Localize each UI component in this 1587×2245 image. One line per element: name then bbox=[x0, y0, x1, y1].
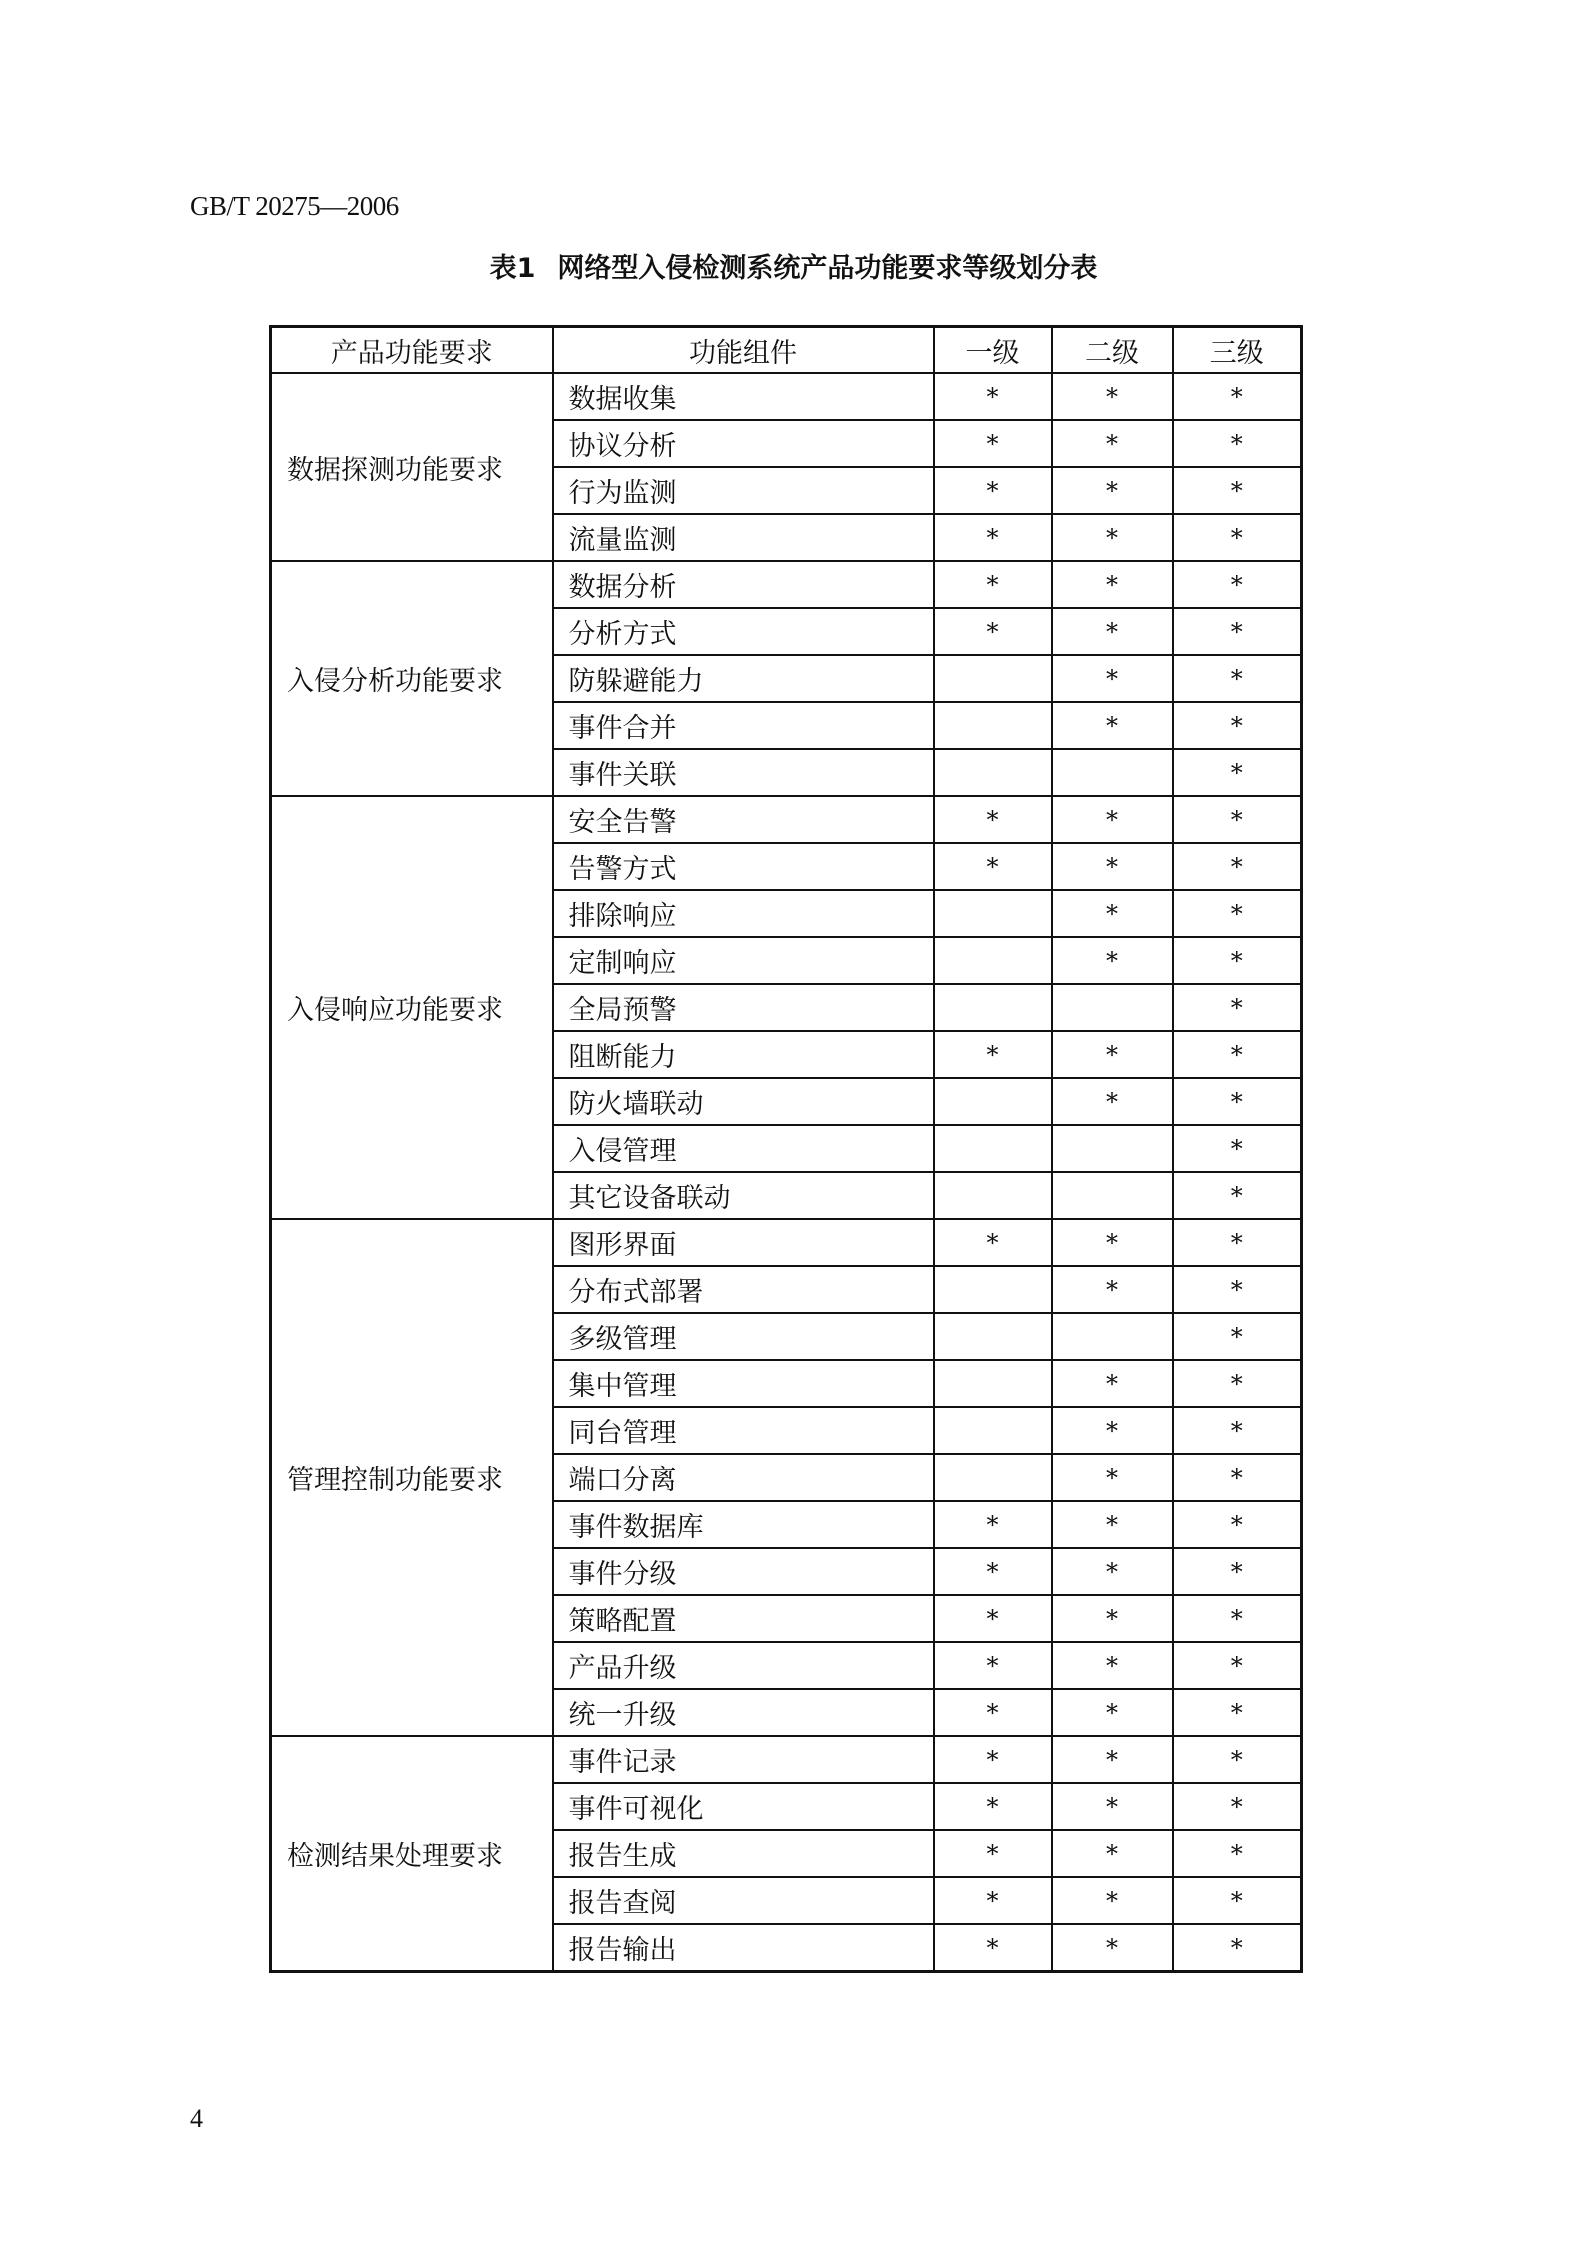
level-1-cell bbox=[934, 1266, 1052, 1313]
level-1-cell bbox=[934, 1454, 1052, 1501]
level-2-cell: * bbox=[1052, 1266, 1173, 1313]
component-cell: 告警方式 bbox=[553, 843, 934, 890]
requirement-group-cell: 入侵分析功能要求 bbox=[271, 561, 553, 796]
level-3-cell: * bbox=[1173, 1877, 1302, 1924]
column-header-level-2: 二级 bbox=[1052, 327, 1173, 374]
level-1-cell: * bbox=[934, 1548, 1052, 1595]
level-2-cell: * bbox=[1052, 1407, 1173, 1454]
level-1-cell bbox=[934, 984, 1052, 1031]
table-caption bbox=[0, 246, 1587, 285]
level-2-cell: * bbox=[1052, 890, 1173, 937]
level-2-cell: * bbox=[1052, 467, 1173, 514]
level-1-cell: * bbox=[934, 514, 1052, 561]
component-cell: 多级管理 bbox=[553, 1313, 934, 1360]
component-cell: 排除响应 bbox=[553, 890, 934, 937]
level-1-cell: * bbox=[934, 1877, 1052, 1924]
level-1-cell bbox=[934, 890, 1052, 937]
page-number: 4 bbox=[190, 2104, 203, 2133]
level-2-cell: * bbox=[1052, 937, 1173, 984]
level-1-cell: * bbox=[934, 608, 1052, 655]
level-2-cell: * bbox=[1052, 1924, 1173, 1972]
level-2-cell: * bbox=[1052, 1454, 1173, 1501]
requirement-group-cell: 入侵响应功能要求 bbox=[271, 796, 553, 1219]
level-1-cell bbox=[934, 702, 1052, 749]
level-1-cell bbox=[934, 1125, 1052, 1172]
level-3-cell: * bbox=[1173, 984, 1302, 1031]
level-1-cell: * bbox=[934, 420, 1052, 467]
component-cell: 入侵管理 bbox=[553, 1125, 934, 1172]
table-body bbox=[271, 373, 1302, 1972]
component-cell: 事件合并 bbox=[553, 702, 934, 749]
component-cell: 流量监测 bbox=[553, 514, 934, 561]
level-3-cell: * bbox=[1173, 1501, 1302, 1548]
level-2-cell: * bbox=[1052, 1219, 1173, 1266]
level-1-cell: * bbox=[934, 1736, 1052, 1783]
level-3-cell: * bbox=[1173, 1078, 1302, 1125]
level-2-cell: * bbox=[1052, 1078, 1173, 1125]
level-2-cell: * bbox=[1052, 1736, 1173, 1783]
level-1-cell: * bbox=[934, 561, 1052, 608]
level-3-cell: * bbox=[1173, 1595, 1302, 1642]
level-1-cell: * bbox=[934, 1031, 1052, 1078]
level-2-cell: * bbox=[1052, 561, 1173, 608]
level-3-cell: * bbox=[1173, 1172, 1302, 1219]
table-number: 表1 bbox=[489, 253, 536, 284]
requirement-group-cell: 数据探测功能要求 bbox=[271, 373, 553, 561]
level-1-cell: * bbox=[934, 1642, 1052, 1689]
column-header-level-1: 一级 bbox=[934, 327, 1052, 374]
level-2-cell bbox=[1052, 749, 1173, 796]
level-1-cell: * bbox=[934, 1219, 1052, 1266]
level-3-cell: * bbox=[1173, 608, 1302, 655]
level-3-cell: * bbox=[1173, 1548, 1302, 1595]
component-cell: 防火墙联动 bbox=[553, 1078, 934, 1125]
level-3-cell: * bbox=[1173, 1313, 1302, 1360]
component-cell: 协议分析 bbox=[553, 420, 934, 467]
level-3-cell: * bbox=[1173, 1924, 1302, 1972]
level-2-cell: * bbox=[1052, 514, 1173, 561]
level-2-cell: * bbox=[1052, 1595, 1173, 1642]
component-cell: 事件记录 bbox=[553, 1736, 934, 1783]
component-cell: 数据收集 bbox=[553, 373, 934, 420]
level-2-cell bbox=[1052, 984, 1173, 1031]
level-3-cell: * bbox=[1173, 1125, 1302, 1172]
level-1-cell bbox=[934, 1172, 1052, 1219]
component-cell: 事件分级 bbox=[553, 1548, 934, 1595]
level-3-cell: * bbox=[1173, 1642, 1302, 1689]
level-2-cell: * bbox=[1052, 796, 1173, 843]
level-3-cell: * bbox=[1173, 890, 1302, 937]
component-cell: 集中管理 bbox=[553, 1360, 934, 1407]
level-1-cell bbox=[934, 655, 1052, 702]
level-2-cell: * bbox=[1052, 655, 1173, 702]
component-cell: 产品升级 bbox=[553, 1642, 934, 1689]
level-2-cell: * bbox=[1052, 1031, 1173, 1078]
level-1-cell: * bbox=[934, 1689, 1052, 1736]
level-3-cell: * bbox=[1173, 702, 1302, 749]
component-cell: 定制响应 bbox=[553, 937, 934, 984]
level-3-cell: * bbox=[1173, 655, 1302, 702]
level-3-cell: * bbox=[1173, 796, 1302, 843]
level-2-cell: * bbox=[1052, 608, 1173, 655]
table-row bbox=[271, 561, 1302, 608]
level-1-cell: * bbox=[934, 1595, 1052, 1642]
level-1-cell: * bbox=[934, 796, 1052, 843]
level-2-cell: * bbox=[1052, 1548, 1173, 1595]
table-row bbox=[271, 1736, 1302, 1783]
level-1-cell bbox=[934, 1313, 1052, 1360]
component-cell: 防躲避能力 bbox=[553, 655, 934, 702]
level-3-cell: * bbox=[1173, 1689, 1302, 1736]
component-cell: 分析方式 bbox=[553, 608, 934, 655]
level-3-cell: * bbox=[1173, 1360, 1302, 1407]
level-3-cell: * bbox=[1173, 373, 1302, 420]
level-3-cell: * bbox=[1173, 749, 1302, 796]
level-1-cell bbox=[934, 749, 1052, 796]
table-row bbox=[271, 373, 1302, 420]
level-3-cell: * bbox=[1173, 937, 1302, 984]
component-cell: 同台管理 bbox=[553, 1407, 934, 1454]
level-3-cell: * bbox=[1173, 1031, 1302, 1078]
level-1-cell: * bbox=[934, 1501, 1052, 1548]
level-2-cell: * bbox=[1052, 1360, 1173, 1407]
level-3-cell: * bbox=[1173, 561, 1302, 608]
column-header-requirement: 产品功能要求 bbox=[271, 327, 553, 374]
level-2-cell: * bbox=[1052, 1830, 1173, 1877]
level-3-cell: * bbox=[1173, 1830, 1302, 1877]
level-3-cell: * bbox=[1173, 1407, 1302, 1454]
level-1-cell bbox=[934, 1360, 1052, 1407]
component-cell: 阻断能力 bbox=[553, 1031, 934, 1078]
column-header-level-3: 三级 bbox=[1173, 327, 1302, 374]
table-title: 网络型入侵检测系统产品功能要求等级划分表 bbox=[557, 253, 1098, 284]
level-2-cell: * bbox=[1052, 1877, 1173, 1924]
level-1-cell: * bbox=[934, 373, 1052, 420]
level-3-cell: * bbox=[1173, 1454, 1302, 1501]
level-2-cell: * bbox=[1052, 702, 1173, 749]
level-2-cell: * bbox=[1052, 1501, 1173, 1548]
component-cell: 事件可视化 bbox=[553, 1783, 934, 1830]
level-3-cell: * bbox=[1173, 1219, 1302, 1266]
level-3-cell: * bbox=[1173, 420, 1302, 467]
component-cell: 报告生成 bbox=[553, 1830, 934, 1877]
level-1-cell: * bbox=[934, 843, 1052, 890]
column-header-component: 功能组件 bbox=[553, 327, 934, 374]
level-3-cell: * bbox=[1173, 843, 1302, 890]
component-cell: 事件关联 bbox=[553, 749, 934, 796]
level-1-cell: * bbox=[934, 1924, 1052, 1972]
level-2-cell: * bbox=[1052, 420, 1173, 467]
level-3-cell: * bbox=[1173, 1783, 1302, 1830]
level-1-cell: * bbox=[934, 1783, 1052, 1830]
component-cell: 统一升级 bbox=[553, 1689, 934, 1736]
level-2-cell: * bbox=[1052, 843, 1173, 890]
level-1-cell bbox=[934, 1407, 1052, 1454]
level-1-cell: * bbox=[934, 467, 1052, 514]
level-2-cell: * bbox=[1052, 373, 1173, 420]
level-3-cell: * bbox=[1173, 1266, 1302, 1313]
component-cell: 安全告警 bbox=[553, 796, 934, 843]
level-2-cell: * bbox=[1052, 1642, 1173, 1689]
component-cell: 行为监测 bbox=[553, 467, 934, 514]
level-1-cell: * bbox=[934, 1830, 1052, 1877]
level-2-cell: * bbox=[1052, 1783, 1173, 1830]
level-3-cell: * bbox=[1173, 1736, 1302, 1783]
component-cell: 数据分析 bbox=[553, 561, 934, 608]
function-level-table bbox=[269, 325, 1303, 1973]
requirement-group-cell: 管理控制功能要求 bbox=[271, 1219, 553, 1736]
requirement-group-cell: 检测结果处理要求 bbox=[271, 1736, 553, 1972]
level-2-cell bbox=[1052, 1172, 1173, 1219]
component-cell: 其它设备联动 bbox=[553, 1172, 934, 1219]
level-3-cell: * bbox=[1173, 514, 1302, 561]
table-header-row bbox=[271, 327, 1302, 374]
component-cell: 全局预警 bbox=[553, 984, 934, 1031]
level-1-cell bbox=[934, 937, 1052, 984]
level-2-cell bbox=[1052, 1313, 1173, 1360]
level-2-cell: * bbox=[1052, 1689, 1173, 1736]
component-cell: 事件数据库 bbox=[553, 1501, 934, 1548]
component-cell: 端口分离 bbox=[553, 1454, 934, 1501]
component-cell: 分布式部署 bbox=[553, 1266, 934, 1313]
component-cell: 报告输出 bbox=[553, 1924, 934, 1972]
component-cell: 报告查阅 bbox=[553, 1877, 934, 1924]
level-1-cell bbox=[934, 1078, 1052, 1125]
table-row bbox=[271, 796, 1302, 843]
level-2-cell bbox=[1052, 1125, 1173, 1172]
table-row bbox=[271, 1219, 1302, 1266]
component-cell: 图形界面 bbox=[553, 1219, 934, 1266]
standard-id: GB/T 20275—2006 bbox=[190, 191, 399, 221]
level-3-cell: * bbox=[1173, 467, 1302, 514]
component-cell: 策略配置 bbox=[553, 1595, 934, 1642]
